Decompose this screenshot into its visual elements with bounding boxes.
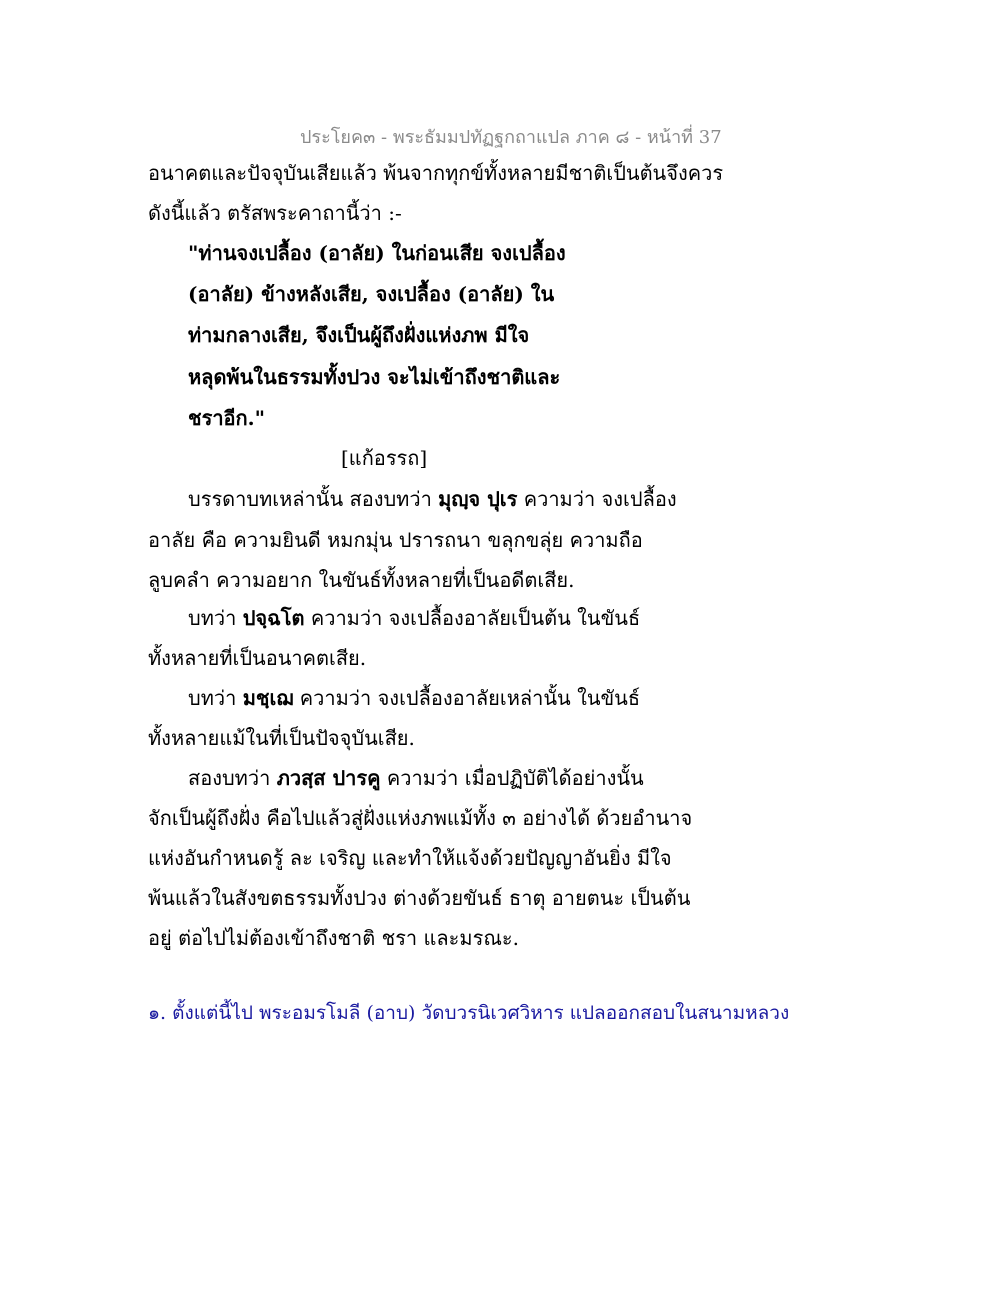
text-run: ความว่า จงเปลื้อง bbox=[517, 487, 677, 511]
verse-line: ชราอีก." bbox=[188, 406, 266, 430]
footnote: ๑. ตั้งแต่นี้ไป พระอมรโมลี (อาบ) วัดบวรนิเวศวิหาร แปลออกสอบในสนามหลวง bbox=[148, 1002, 790, 1024]
text-run: ความว่า จงเปลื้องอาลัยเป็นต้น ในขันธ์ bbox=[304, 606, 641, 630]
text-run: บรรดาบทเหล่านั้น สองบทว่า bbox=[188, 487, 439, 511]
verse-line: ท่ามกลางเสีย, จึงเป็นผู้ถึงฝั่งแห่งภพ มีใจ bbox=[188, 323, 530, 347]
verse-line: (อาลัย) ข้างหลังเสีย, จงเปลื้อง (อาลัย) ใน bbox=[188, 282, 555, 306]
page-header: ประโยค๓ - พระธัมมปทัฏฐกถาแปล ภาค ๘ - หน้าที่ 37 bbox=[300, 127, 722, 148]
body-line: อนาคตและปัจจุบันเสียแล้ว พ้นจากทุกข์ทั้งหลายมีชาติเป็นต้นจึงควร bbox=[148, 161, 724, 185]
pali-term: ปจฺฉโต bbox=[242, 606, 305, 630]
pali-term: มชฺเฌ bbox=[242, 686, 294, 710]
verse-line: หลุดพ้นในธรรมทั้งปวง จะไม่เข้าถึงชาติและ bbox=[188, 365, 561, 389]
body-line: ดังนี้แล้ว ตรัสพระคาถานี้ว่า :- bbox=[148, 201, 402, 225]
text-run: บทว่า bbox=[188, 686, 243, 710]
body-line: แห่งอันกำหนดรู้ ละ เจริญ และทำให้แจ้งด้วยปัญญาอันยิ่ง มีใจ bbox=[148, 846, 672, 870]
verse-line: "ท่านจงเปลื้อง (อาลัย) ในก่อนเสีย จงเปลื้อง bbox=[188, 241, 566, 265]
text-run: สองบทว่า bbox=[188, 766, 277, 790]
body-line bbox=[188, 605, 640, 631]
body-line: ทั้งหลายแม้ในที่เป็นปัจจุบันเสีย. bbox=[148, 726, 415, 750]
body-line: อาลัย คือ ความยินดี หมกมุ่น ปรารถนา ขลุกขลุ่ย ความถือ bbox=[148, 528, 643, 552]
body-line: ลูบคลำ ความอยาก ในขันธ์ทั้งหลายที่เป็นอดีตเสีย. bbox=[148, 568, 575, 592]
body-line bbox=[188, 685, 640, 711]
text-run: ความว่า เมื่อปฏิบัติได้อย่างนั้น bbox=[380, 766, 644, 790]
body-line: อยู่ ต่อไปไม่ต้องเข้าถึงชาติ ชรา และมรณะ. bbox=[148, 926, 519, 950]
section-heading: [แก้อรรถ] bbox=[341, 446, 428, 470]
pali-term: มุญฺจ ปุเร bbox=[438, 487, 518, 511]
body-line bbox=[188, 765, 644, 791]
body-line: ทั้งหลายที่เป็นอนาคตเสีย. bbox=[148, 646, 367, 670]
body-line: พ้นแล้วในสังขตธรรมทั้งปวง ต่างด้วยขันธ์ ธาตุ อายตนะ เป็นต้น bbox=[148, 886, 691, 910]
body-line: จักเป็นผู้ถึงฝั่ง คือไปแล้วสู่ฝั่งแห่งภพแม้ทั้ง ๓ อย่างได้ ด้วยอำนาจ bbox=[148, 806, 693, 830]
pali-term: ภวสฺส ปารคู bbox=[276, 766, 381, 790]
text-run: ความว่า จงเปลื้องอาลัยเหล่านั้น ในขันธ์ bbox=[293, 686, 641, 710]
body-line bbox=[188, 486, 677, 512]
text-run: บทว่า bbox=[188, 606, 243, 630]
